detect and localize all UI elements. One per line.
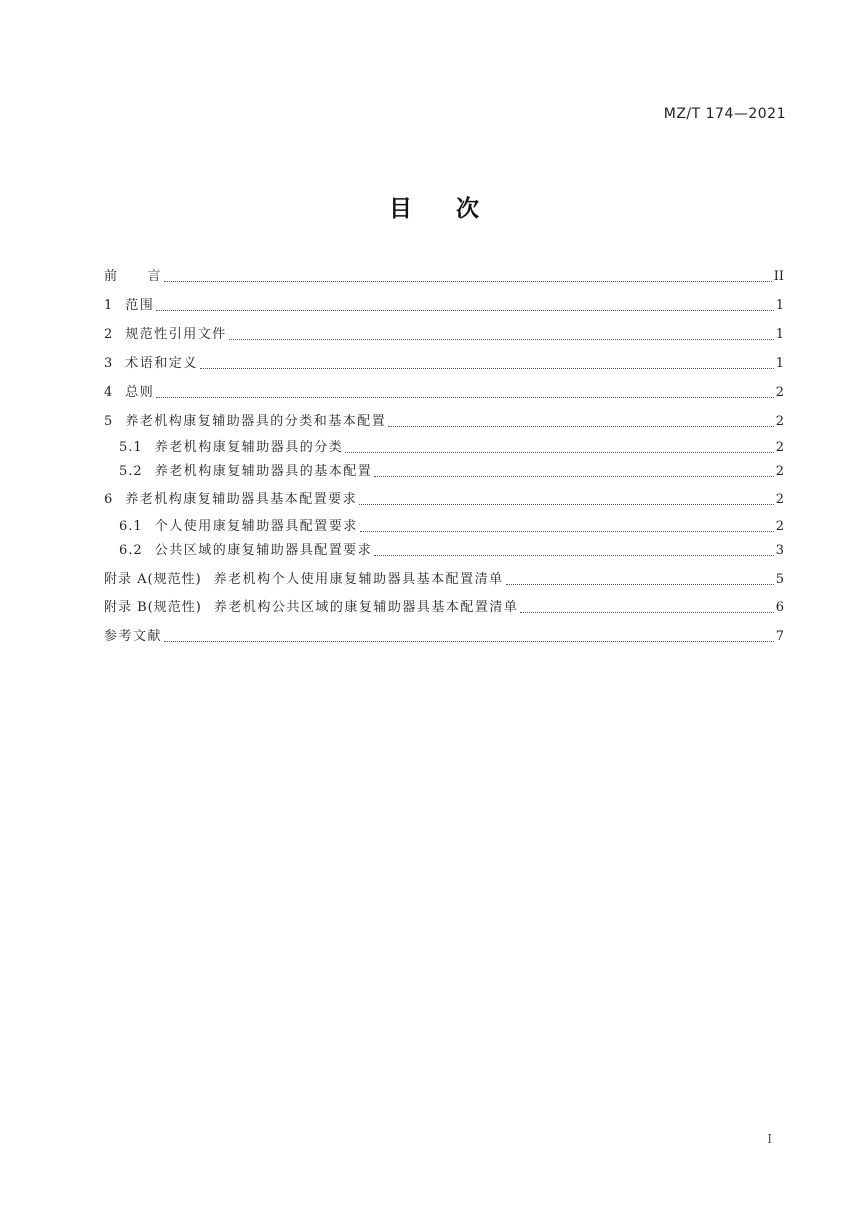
toc-entry-text: 养老机构公共区域的康复辅助器具基本配置清单 <box>213 600 519 615</box>
toc-entry-number: 1 <box>104 298 114 313</box>
toc-entry-terms-definitions[interactable] <box>104 351 784 373</box>
toc-entry-page: 6 <box>775 600 784 615</box>
toc-entry-page: 2 <box>775 519 784 534</box>
toc-entry-section-5[interactable] <box>104 409 784 431</box>
dot-leader <box>164 281 772 282</box>
page-number: I <box>767 1132 772 1146</box>
toc-entry-page: 2 <box>775 385 784 400</box>
toc-entry-text: 养老机构个人使用康复辅助器具基本配置清单 <box>213 572 504 587</box>
toc-entry-text: 范围 <box>125 298 155 313</box>
toc-entry-page: 3 <box>775 543 784 558</box>
toc-entry-section-5-2[interactable] <box>119 459 784 481</box>
dot-leader <box>345 452 774 453</box>
toc-entry-number: 5.1 <box>119 440 143 455</box>
toc-entry-page: 7 <box>775 629 784 644</box>
toc-entry-section-6[interactable] <box>104 487 784 509</box>
dot-leader <box>164 641 774 642</box>
dot-leader <box>156 397 773 398</box>
toc-entry-page: 2 <box>775 414 784 429</box>
toc-entry-appendix-b[interactable] <box>104 595 784 617</box>
toc-entry-number: 4 <box>104 385 114 400</box>
toc-title: 目 次 <box>388 196 497 222</box>
toc-entry-normative-references[interactable] <box>104 322 784 344</box>
dot-leader <box>388 426 773 427</box>
toc-entry-page: 1 <box>775 298 784 313</box>
toc-entry-number: 3 <box>104 356 114 371</box>
dot-leader <box>374 476 774 477</box>
toc-entry-text: 规范性引用文件 <box>125 327 227 342</box>
toc-entry-text: 术语和定义 <box>125 356 198 371</box>
dot-leader <box>156 310 773 311</box>
toc-entry-number: 5 <box>104 414 114 429</box>
toc-entry-number: 附录 B(规范性) <box>104 600 202 615</box>
toc-entry-text: 总则 <box>125 385 155 400</box>
toc-entry-page: 5 <box>775 572 784 587</box>
toc-entry-page: 1 <box>775 356 784 371</box>
dot-leader <box>229 339 774 340</box>
toc-entry-section-6-2[interactable] <box>119 538 784 560</box>
toc-entry-number: 6.2 <box>119 543 143 558</box>
toc-entry-number: 6.1 <box>119 519 143 534</box>
toc-entry-number: 附录 A(规范性) <box>104 572 202 587</box>
toc-entry-text: 养老机构康复辅助器具的基本配置 <box>154 464 373 479</box>
dot-leader <box>520 612 773 613</box>
toc-entry-bibliography[interactable] <box>104 624 784 646</box>
toc-entry-text: 前 言 <box>104 269 163 284</box>
toc-entry-text: 参考文献 <box>104 629 163 644</box>
toc-entry-section-6-1[interactable] <box>119 514 784 536</box>
toc-entry-text: 公共区域的康复辅助器具配置要求 <box>154 543 373 558</box>
toc-entry-number: 6 <box>104 492 114 507</box>
toc-entry-scope[interactable] <box>104 293 784 315</box>
toc-entry-text: 养老机构康复辅助器具基本配置要求 <box>125 492 358 507</box>
toc-entry-text: 个人使用康复辅助器具配置要求 <box>154 519 358 534</box>
toc-entry-text: 养老机构康复辅助器具的分类和基本配置 <box>125 414 387 429</box>
dot-leader <box>374 555 774 556</box>
toc-entry-appendix-a[interactable] <box>104 567 784 589</box>
toc-entry-page: 2 <box>775 492 784 507</box>
toc-entry-number: 5.2 <box>119 464 143 479</box>
toc-entry-page: 1 <box>775 327 784 342</box>
toc-entry-number: 2 <box>104 327 114 342</box>
dot-leader <box>359 504 773 505</box>
toc-entry-page: II <box>773 269 784 284</box>
toc-entry-section-5-1[interactable] <box>119 435 784 457</box>
dot-leader <box>506 584 774 585</box>
toc-entry-text: 养老机构康复辅助器具的分类 <box>154 440 344 455</box>
document-code: MZ/T 174—2021 <box>663 106 786 122</box>
toc-entry-foreword[interactable] <box>104 264 784 286</box>
dot-leader <box>360 531 774 532</box>
toc-entry-page: 2 <box>775 440 784 455</box>
toc-entry-general[interactable] <box>104 380 784 402</box>
toc-entry-page: 2 <box>775 464 784 479</box>
dot-leader <box>200 368 774 369</box>
